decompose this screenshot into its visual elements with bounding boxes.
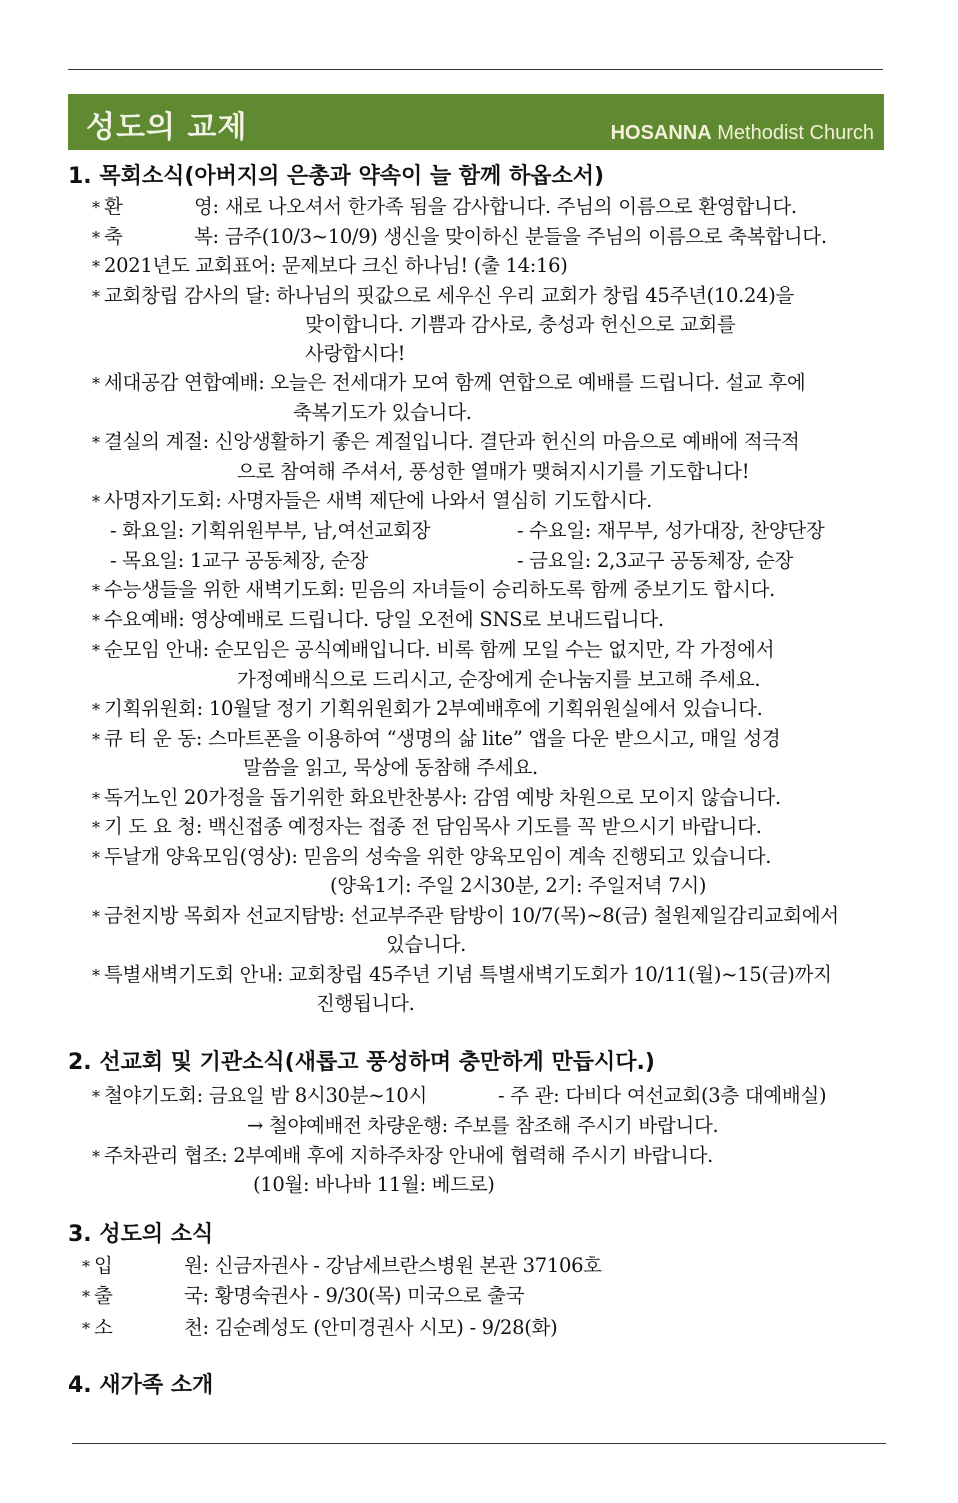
bullet: *: [92, 700, 100, 719]
section-4-heading: 4. 새가족 소개: [68, 1373, 214, 1398]
news-text: 원: 신금자권사 - 강남세브란스병원 본관 37106호: [184, 1254, 602, 1277]
notice-continuation: 말씀을 읽고, 묵상에 동참해 주세요.: [243, 756, 538, 779]
notice-continuation: 축복기도가 있습니다.: [293, 401, 472, 424]
prayer-schedule-thu: - 목요일: 1교구 공동체장, 순장: [110, 549, 369, 572]
notice-line: [92, 902, 839, 931]
notice-line: [92, 252, 568, 281]
bullet: *: [92, 966, 100, 985]
notice-text: 결실의 계절: 신앙생활하기 좋은 계절입니다. 결단과 헌신의 마음으로 예배에 적극적: [104, 430, 800, 453]
notice-line: [92, 487, 652, 516]
notice-text: 금천지방 목회자 선교지탐방: 선교부주관 탐방이 10/7(목)~8(금) 철원제일감리교회에서: [104, 904, 839, 927]
host-info: - 주 관: 다비다 여선교회(3층 대예배실): [498, 1084, 827, 1107]
bullet: *: [92, 789, 100, 808]
bullet: *: [92, 848, 100, 867]
bullet: *: [92, 730, 100, 749]
bullet: *: [82, 1287, 90, 1306]
bullet: *: [92, 1087, 100, 1106]
notice-continuation: (10월: 바나바 11월: 베드로): [253, 1173, 495, 1196]
bullet: *: [92, 907, 100, 926]
notice-line: [92, 428, 800, 457]
notice-continuation: 으로 참여해 주셔서, 풍성한 열매가 맺혀지시기를 기도합니다!: [237, 460, 750, 483]
notice-line: [92, 369, 805, 398]
member-news: [82, 1252, 602, 1281]
notice-continuation: → 철야예배전 차량운행: 주보를 참조해 주시기 바랍니다.: [247, 1114, 719, 1137]
notice-text: 철야기도회: 금요일 밤 8시30분~10시: [104, 1084, 427, 1107]
notice-line: [92, 193, 797, 222]
notice-text: 두날개 양육모임(영상): 믿음의 성숙을 위한 양육모임이 계속 진행되고 있습니다.: [104, 845, 772, 868]
member-news: [82, 1282, 524, 1311]
notice-text: 기획위원회: 10월달 정기 기획위원회가 2부예배후에 기획위원실에서 있습니다.: [104, 697, 763, 720]
bullet: *: [82, 1319, 90, 1338]
notice-text: 큐 티 운 동: 스마트폰을 이용하여 “생명의 삶 lite” 앱을 다운 받으시고, 매일 성경: [104, 727, 781, 750]
notice-text: 2021년도 교회표어: 문제보다 크신 하나님! (출 14:16): [104, 254, 568, 277]
church-name: [611, 122, 874, 145]
bullet: *: [92, 374, 100, 393]
section-banner: [68, 94, 884, 150]
bullet: *: [92, 611, 100, 630]
notice-text: 주차관리 협조: 2부예배 후에 지하주차장 안내에 협력해 주시기 바랍니다.: [104, 1144, 714, 1167]
bullet: *: [92, 1147, 100, 1166]
notice-text: 복: 금주(10/3~10/9) 생신을 맞이하신 분들을 주님의 이름으로 축복합니다.: [194, 225, 827, 248]
section-3-heading: 3. 성도의 소식: [68, 1222, 214, 1247]
bullet: *: [92, 818, 100, 837]
prayer-schedule-fri: - 금요일: 2,3교구 공동체장, 순장: [517, 549, 794, 572]
notice-line: [92, 1142, 713, 1171]
notice-text: 세대공감 연합예배: 오늘은 전세대가 모여 함께 연합으로 예배를 드립니다. 설교 후에: [104, 371, 806, 394]
notice-continuation: (양육1기: 주일 2시30분, 2기: 주일저녁 7시): [330, 874, 707, 897]
notice-continuation: 가정예배식으로 드리시고, 순장에게 순나눔지를 보고해 주세요.: [237, 668, 761, 691]
notice-text: 기 도 요 청: 백신접종 예정자는 접종 전 담임목사 기도를 꼭 받으시기 바랍니다.: [104, 815, 762, 838]
notice-label: 환: [104, 195, 123, 218]
news-label: 소: [94, 1316, 113, 1339]
banner-title: 성도의 교제: [86, 110, 248, 145]
notice-continuation: 사랑합시다!: [305, 342, 406, 365]
notice-line: [92, 636, 774, 665]
notice-continuation: 있습니다.: [386, 933, 467, 956]
notice-line: [92, 223, 827, 252]
notice-line: [92, 606, 664, 635]
notice-text: 수능생들을 위한 새벽기도회: 믿음의 자녀들이 승리하도록 함께 중보기도 합시다.: [104, 578, 776, 601]
notice-text: 영: 새로 나오셔서 한가족 됨을 감사합니다. 주님의 이름으로 환영합니다.: [194, 195, 797, 218]
prayer-schedule-wed: - 수요일: 재무부, 성가대장, 찬양단장: [517, 519, 825, 542]
prayer-schedule-tue: - 화요일: 기획위원부부, 남,여선교회장: [110, 519, 431, 542]
top-rule: [68, 69, 883, 70]
bullet: *: [92, 257, 100, 276]
notice-line: [92, 695, 763, 724]
bullet: *: [92, 287, 100, 306]
bullet: *: [92, 492, 100, 511]
church-name-rest: Methodist Church: [717, 122, 874, 144]
section-1-heading: 1. 목회소식(아버지의 은총과 약속이 늘 함께 하옵소서): [68, 164, 605, 189]
bullet: *: [92, 228, 100, 247]
bullet: *: [92, 433, 100, 452]
notice-line: [92, 282, 794, 311]
bullet: *: [82, 1257, 90, 1276]
bullet: *: [92, 198, 100, 217]
notice-text: 독거노인 20가정을 돕기위한 화요반찬봉사: 감염 예방 차원으로 모이지 않습니다.: [104, 786, 781, 809]
church-name-bold: HOSANNA: [610, 122, 712, 144]
notice-text: 순모임 안내: 순모임은 공식예배입니다. 비록 함께 모일 수는 없지만, 각 가정에서: [104, 638, 775, 661]
notice-line: [92, 1082, 427, 1111]
notice-continuation: 진행됩니다.: [316, 992, 415, 1015]
bullet: *: [92, 581, 100, 600]
notice-text: 수요예배: 영상예배로 드립니다. 당일 오전에 SNS로 보내드립니다.: [104, 608, 664, 631]
notice-continuation: 맞이합니다. 기쁨과 감사로, 충성과 헌신으로 교회를: [305, 313, 736, 336]
notice-line: [92, 784, 781, 813]
notice-line: [92, 961, 832, 990]
notice-line: [92, 725, 780, 754]
news-label: 출: [94, 1284, 113, 1307]
news-text: 국: 황명숙권사 - 9/30(목) 미국으로 출국: [184, 1284, 525, 1307]
notice-text: 사명자기도회: 사명자들은 새벽 제단에 나와서 열심히 기도합시다.: [104, 489, 653, 512]
notice-label: 축: [104, 225, 123, 248]
notice-text: 교회창립 감사의 달: 하나님의 핏값으로 세우신 우리 교회가 창립 45주년(10.24)을: [104, 284, 795, 307]
bullet: *: [92, 641, 100, 660]
notice-line: [92, 576, 775, 605]
news-text: 천: 김순례성도 (안미경권사 시모) - 9/28(화): [184, 1316, 558, 1339]
notice-text: 특별새벽기도회 안내: 교회창립 45주년 기념 특별새벽기도회가 10/11(월)~15(금)까지: [104, 963, 832, 986]
member-news: [82, 1314, 557, 1343]
news-label: 입: [94, 1254, 113, 1277]
bottom-rule: [72, 1443, 886, 1444]
section-2-heading: 2. 선교회 및 기관소식(새롭고 풍성하며 충만하게 만듭시다.): [68, 1050, 655, 1075]
notice-line: [92, 813, 762, 842]
notice-line: [92, 843, 771, 872]
